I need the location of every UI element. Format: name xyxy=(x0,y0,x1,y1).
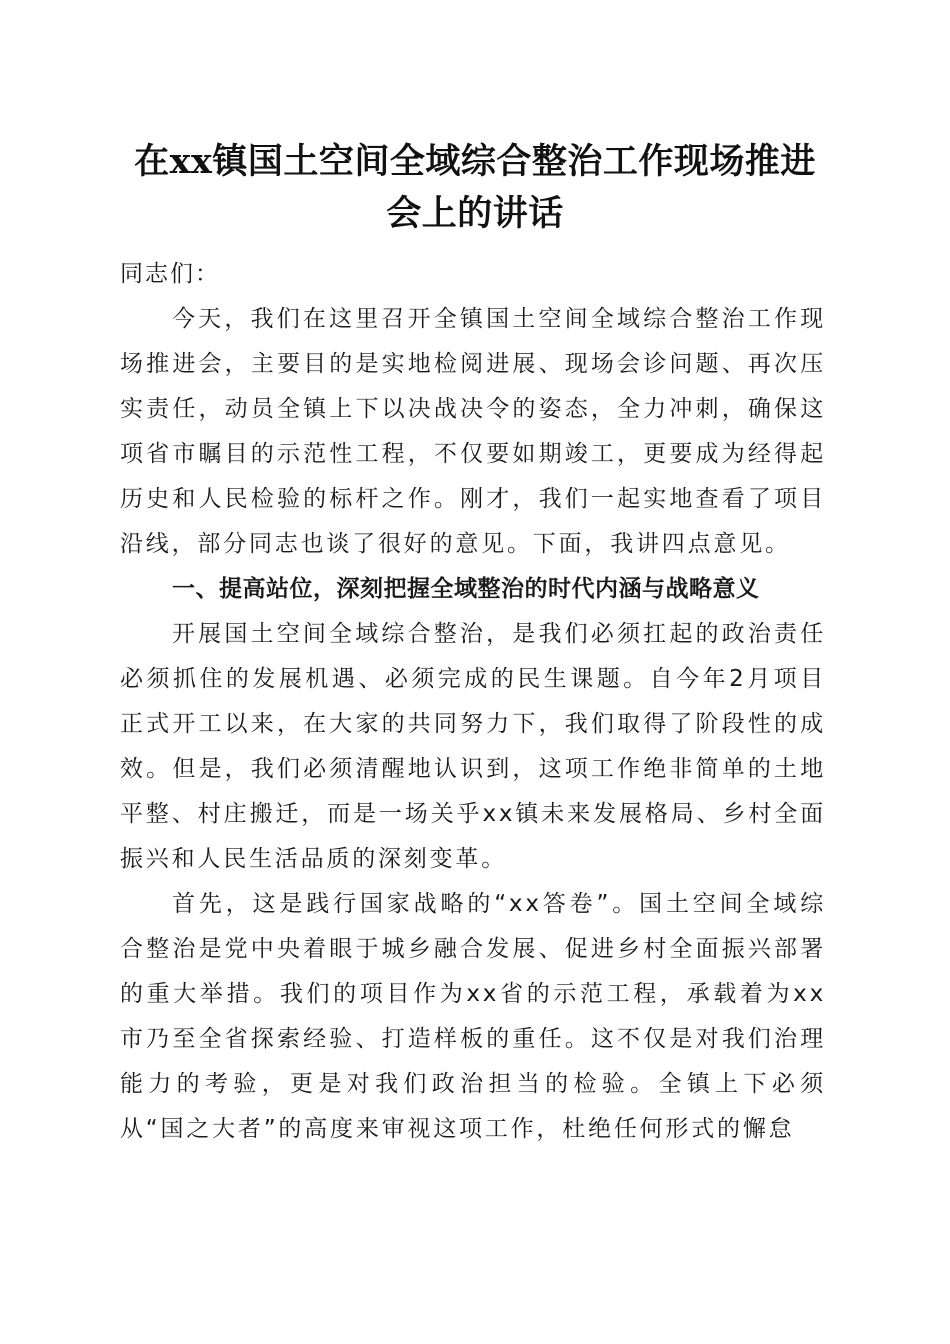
paragraph-section-1-intro: 开展国土空间全域综合整治，是我们必须扛起的政治责任必须抓住的发展机遇、必须完成的民生课题。自今年2月项目正式开工以来，在大家的共同努力下，我们取得了阶段性的成效。但是，我们必须清醒地认识到，这项工作绝非简单的土地平整、村庄搬迁，而是一场关乎xx镇未来发展格局、乡村全面振兴和人民生活品质的深刻变革。 xyxy=(120,621,826,872)
title-line-1: 在xx镇国土空间全域综合整治工作现场推进 xyxy=(134,141,816,182)
document-body xyxy=(120,252,826,1152)
section-heading-1: 一、提高站位，深刻把握全域整治的时代内涵与战略意义 xyxy=(172,576,760,602)
salutation: 同志们： xyxy=(120,261,220,287)
document-title xyxy=(110,136,840,240)
title-line-2: 会上的讲话 xyxy=(386,193,564,234)
paragraph-opening: 今天，我们在这里召开全镇国土空间全域综合整治工作现场推进会，主要目的是实地检阅进展、现场会诊问题、再次压实责任，动员全镇上下以决战决令的姿态，全力冲刺，确保这项省市瞩目的示范性工程，不仅要如期竣工，更要成为经得起历史和人民检验的标杆之作。刚才，我们一起实地查看了项目沿线，部分同志也谈了很好的意见。下面，我讲四点意见。 xyxy=(120,306,826,557)
paragraph-first-point: 首先，这是践行国家战略的“xx答卷”。国土空间全域综合整治是党中央着眼于城乡融合发展、促进乡村全面振兴部署的重大举措。我们的项目作为xx省的示范工程，承载着为xx市乃至全省探索经验、打造样板的重任。这不仅是对我们治理能力的考验，更是对我们政治担当的检验。全镇上下必须从“国之大者”的高度来审视这项工作，杜绝任何形式的懈怠 xyxy=(120,891,826,1142)
